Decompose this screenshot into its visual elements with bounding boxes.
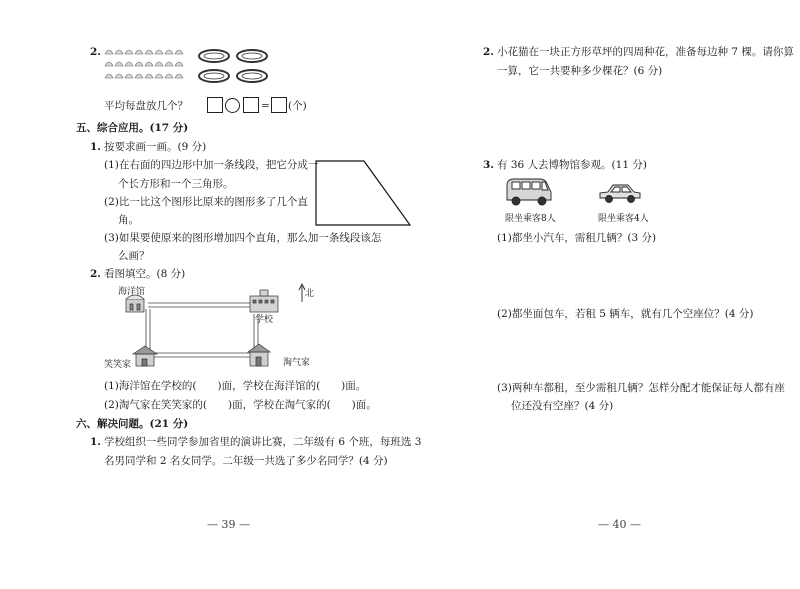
s5-q1-number: 1. — [90, 141, 101, 153]
s5-q2-part1: (1)海洋馆在学校的( )面，学校在海洋馆的( )面。 — [104, 380, 367, 392]
section-6-title: 六、解决问题。(21 分) — [76, 418, 189, 430]
s5-q1-part3-line1: (3)如果要使原来的图形增加四个直角，那么加一条线段该怎 — [104, 232, 382, 244]
right-q3-part3-line1: (3)两种车都租，至少需租几辆？怎样分配才能保证每人都有座 — [497, 382, 785, 394]
van-caption: 限坐乘客8人 — [505, 214, 556, 224]
s5-q1-part1-line2: 个长方形和一个三角形。 — [118, 178, 234, 190]
q2-prompt: 平均每盘放几个？ — [104, 100, 188, 112]
dumplings-image — [104, 44, 190, 84]
van-image — [504, 176, 554, 208]
map-label-xiaoxiao-home: 笑笑家 — [104, 360, 132, 370]
s5-q2-part2: (2)淘气家在笑笑家的( )面，学校在淘气家的( )面。 — [104, 399, 377, 411]
right-q3-title: 有 36 人去博物馆参观。(11 分) — [497, 159, 647, 171]
car-image — [598, 180, 642, 206]
s5-q1-title: 按要求画一画。(9 分) — [104, 141, 207, 153]
plates-image — [196, 47, 276, 87]
s5-q1-part1-line1: (1)在右面的四边形中加一条线段，把它分成一 — [104, 159, 319, 171]
car-caption: 限坐乘客4人 — [598, 214, 649, 224]
right-q2-line1: 小花猫在一块正方形草坪的四周种花，准备每边种 7 棵。请你算 — [497, 46, 794, 58]
right-q3-number: 3. — [483, 159, 494, 171]
right-q3-part1: (1)都坐小汽车，需租几辆？(3 分) — [497, 232, 657, 244]
map-label-north: 北 — [305, 289, 315, 299]
map-label-aquarium: 海洋馆 — [118, 287, 146, 297]
operator-circle[interactable] — [225, 98, 240, 113]
answer-box-1[interactable] — [207, 97, 223, 113]
map-label-taoqi-home: 淘气家 — [283, 358, 311, 368]
q2-number: 2. — [90, 46, 101, 58]
equals-sign: = — [261, 100, 270, 112]
s6-q1-line2: 名男同学和 2 名女同学。二年级一共选了多少名同学？(4 分) — [104, 455, 388, 467]
section-5-title: 五、综合应用。(17 分) — [76, 122, 189, 134]
answer-box-2[interactable] — [243, 97, 259, 113]
s5-q2-number: 2. — [90, 268, 101, 280]
s6-q1-line1: 学校组织一些同学参加省里的演讲比赛，二年级有 6 个班，每班选 3 — [104, 436, 422, 448]
s5-q1-part3-line2: 么画？ — [118, 250, 150, 262]
right-q3-part3-line2: 位还没有空座？(4 分) — [511, 400, 614, 412]
page-number-right: — 40 — — [598, 518, 641, 531]
right-q2-number: 2. — [483, 46, 494, 58]
s5-q2-title: 看图填空。(8 分) — [104, 268, 186, 280]
s5-q1-part2-line1: (2)比一比这个图形比原来的图形多了几个直 — [104, 196, 308, 208]
answer-box-3[interactable] — [271, 97, 287, 113]
s5-q1-part2-line2: 角。 — [118, 214, 139, 226]
page-number-left: — 39 — — [207, 518, 250, 531]
quadrilateral-figure[interactable] — [312, 155, 414, 229]
map-label-school: 学校 — [255, 315, 274, 325]
s6-q1-number: 1. — [90, 436, 101, 448]
right-q2-line2: 一算，它一共要种多少棵花？(6 分) — [497, 65, 663, 77]
unit-label: (个) — [288, 100, 307, 112]
right-q3-part2: (2)都坐面包车，若租 5 辆车，就有几个空座位？(4 分) — [497, 308, 754, 320]
